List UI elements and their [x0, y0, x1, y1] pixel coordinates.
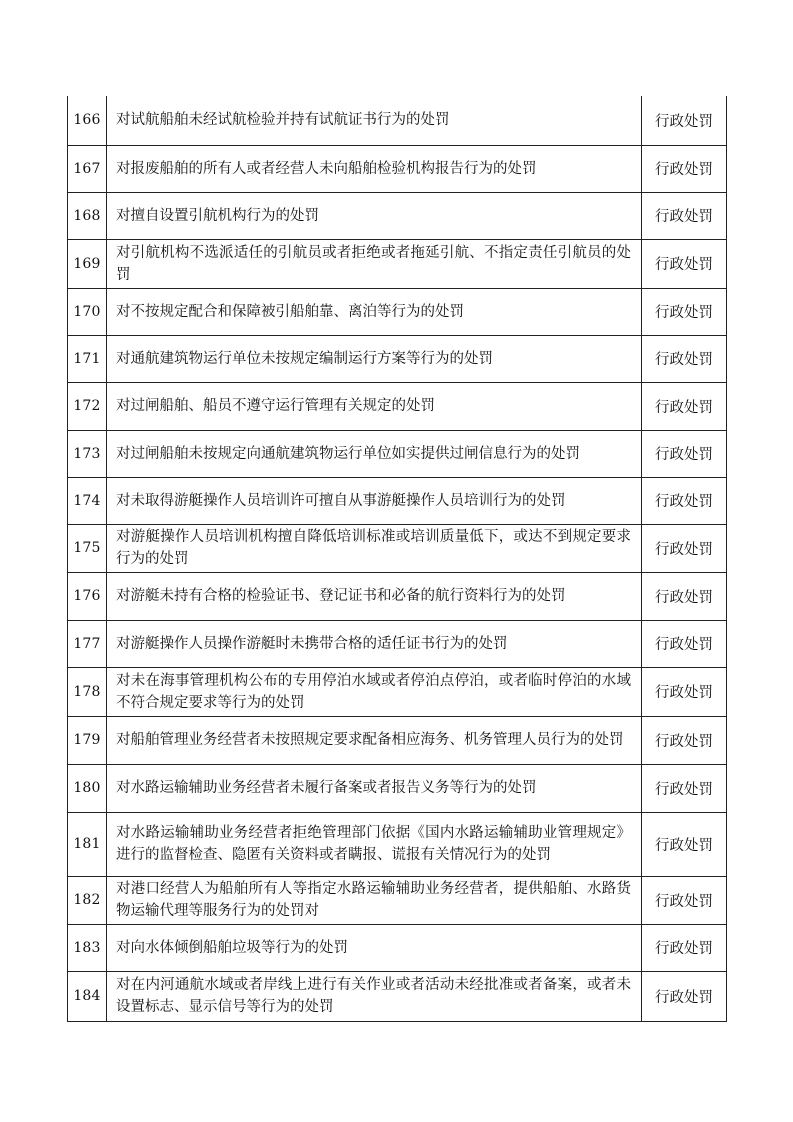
row-number: 174	[68, 477, 107, 524]
penalty-type: 行政处罚	[642, 971, 727, 1021]
row-number: 176	[68, 572, 107, 620]
penalty-type: 行政处罚	[642, 572, 727, 620]
penalty-item: 对在内河通航水域或者岸线上进行有关作业或者活动未经批准或者备案，或者未设置标志、显示信号等行为的处罚	[107, 971, 642, 1021]
penalty-item: 对水路运输辅助业务经营者拒绝管理部门依据《国内水路运输辅助业管理规定》进行的监督检查、隐匿有关资料或者瞒报、谎报有关情况行为的处罚	[107, 812, 642, 876]
table-row	[68, 971, 727, 1021]
penalty-item: 对游艇未持有合格的检验证书、登记证书和必备的航行资料行为的处罚	[107, 572, 642, 620]
penalty-type: 行政处罚	[642, 239, 727, 288]
penalty-table-container	[67, 96, 726, 1022]
table-row	[68, 812, 727, 876]
row-number: 167	[68, 145, 107, 192]
row-number: 168	[68, 192, 107, 239]
penalty-type: 行政处罚	[642, 382, 727, 430]
penalty-type: 行政处罚	[642, 876, 727, 924]
row-number: 170	[68, 288, 107, 335]
table-row	[68, 335, 727, 382]
row-number: 173	[68, 430, 107, 477]
penalty-type: 行政处罚	[642, 620, 727, 667]
penalty-item: 对试航船舶未经试航检验并持有试航证书行为的处罚	[107, 96, 642, 145]
penalty-item: 对游艇操作人员培训机构擅自降低培训标准或培训质量低下，或达不到规定要求行为的处罚	[107, 524, 642, 572]
table-row	[68, 667, 727, 716]
table-row	[68, 430, 727, 477]
penalty-type: 行政处罚	[642, 924, 727, 971]
penalty-type: 行政处罚	[642, 716, 727, 764]
penalty-table	[67, 96, 727, 1022]
table-row	[68, 145, 727, 192]
penalty-type: 行政处罚	[642, 96, 727, 145]
penalty-item: 对擅自设置引航机构行为的处罚	[107, 192, 642, 239]
table-row	[68, 876, 727, 924]
row-number: 180	[68, 764, 107, 812]
table-row	[68, 924, 727, 971]
row-number: 179	[68, 716, 107, 764]
row-number: 171	[68, 335, 107, 382]
table-row	[68, 96, 727, 145]
table-row	[68, 716, 727, 764]
penalty-type: 行政处罚	[642, 430, 727, 477]
table-row	[68, 288, 727, 335]
penalty-item: 对引航机构不选派适任的引航员或者拒绝或者拖延引航、不指定责任引航员的处罚	[107, 239, 642, 288]
row-number: 175	[68, 524, 107, 572]
row-number: 177	[68, 620, 107, 667]
penalty-type: 行政处罚	[642, 764, 727, 812]
table-row	[68, 572, 727, 620]
table-row	[68, 192, 727, 239]
penalty-type: 行政处罚	[642, 477, 727, 524]
penalty-type: 行政处罚	[642, 524, 727, 572]
row-number: 169	[68, 239, 107, 288]
table-row	[68, 239, 727, 288]
row-number: 172	[68, 382, 107, 430]
penalty-type: 行政处罚	[642, 335, 727, 382]
row-number: 182	[68, 876, 107, 924]
penalty-type: 行政处罚	[642, 812, 727, 876]
penalty-item: 对未取得游艇操作人员培训许可擅自从事游艇操作人员培训行为的处罚	[107, 477, 642, 524]
penalty-item: 对游艇操作人员操作游艇时未携带合格的适任证书行为的处罚	[107, 620, 642, 667]
row-number: 181	[68, 812, 107, 876]
table-row	[68, 382, 727, 430]
penalty-item: 对过闸船舶、船员不遵守运行管理有关规定的处罚	[107, 382, 642, 430]
penalty-type: 行政处罚	[642, 667, 727, 716]
penalty-item: 对船舶管理业务经营者未按照规定要求配备相应海务、机务管理人员行为的处罚	[107, 716, 642, 764]
table-row	[68, 764, 727, 812]
penalty-item: 对报废船舶的所有人或者经营人未向船舶检验机构报告行为的处罚	[107, 145, 642, 192]
table-row	[68, 524, 727, 572]
row-number: 178	[68, 667, 107, 716]
penalty-type: 行政处罚	[642, 288, 727, 335]
table-row	[68, 477, 727, 524]
penalty-type: 行政处罚	[642, 192, 727, 239]
penalty-item: 对向水体倾倒船舶垃圾等行为的处罚	[107, 924, 642, 971]
penalty-item: 对通航建筑物运行单位未按规定编制运行方案等行为的处罚	[107, 335, 642, 382]
penalty-item: 对港口经营人为船舶所有人等指定水路运输辅助业务经营者，提供船舶、水路货物运输代理等服务行为的处罚对	[107, 876, 642, 924]
row-number: 166	[68, 96, 107, 145]
penalty-item: 对过闸船舶未按规定向通航建筑物运行单位如实提供过闸信息行为的处罚	[107, 430, 642, 477]
row-number: 184	[68, 971, 107, 1021]
penalty-item: 对未在海事管理机构公布的专用停泊水域或者停泊点停泊，或者临时停泊的水域不符合规定要求等行为的处罚	[107, 667, 642, 716]
penalty-type: 行政处罚	[642, 145, 727, 192]
row-number: 183	[68, 924, 107, 971]
table-row	[68, 620, 727, 667]
penalty-item: 对水路运输辅助业务经营者未履行备案或者报告义务等行为的处罚	[107, 764, 642, 812]
penalty-item: 对不按规定配合和保障被引船舶靠、离泊等行为的处罚	[107, 288, 642, 335]
